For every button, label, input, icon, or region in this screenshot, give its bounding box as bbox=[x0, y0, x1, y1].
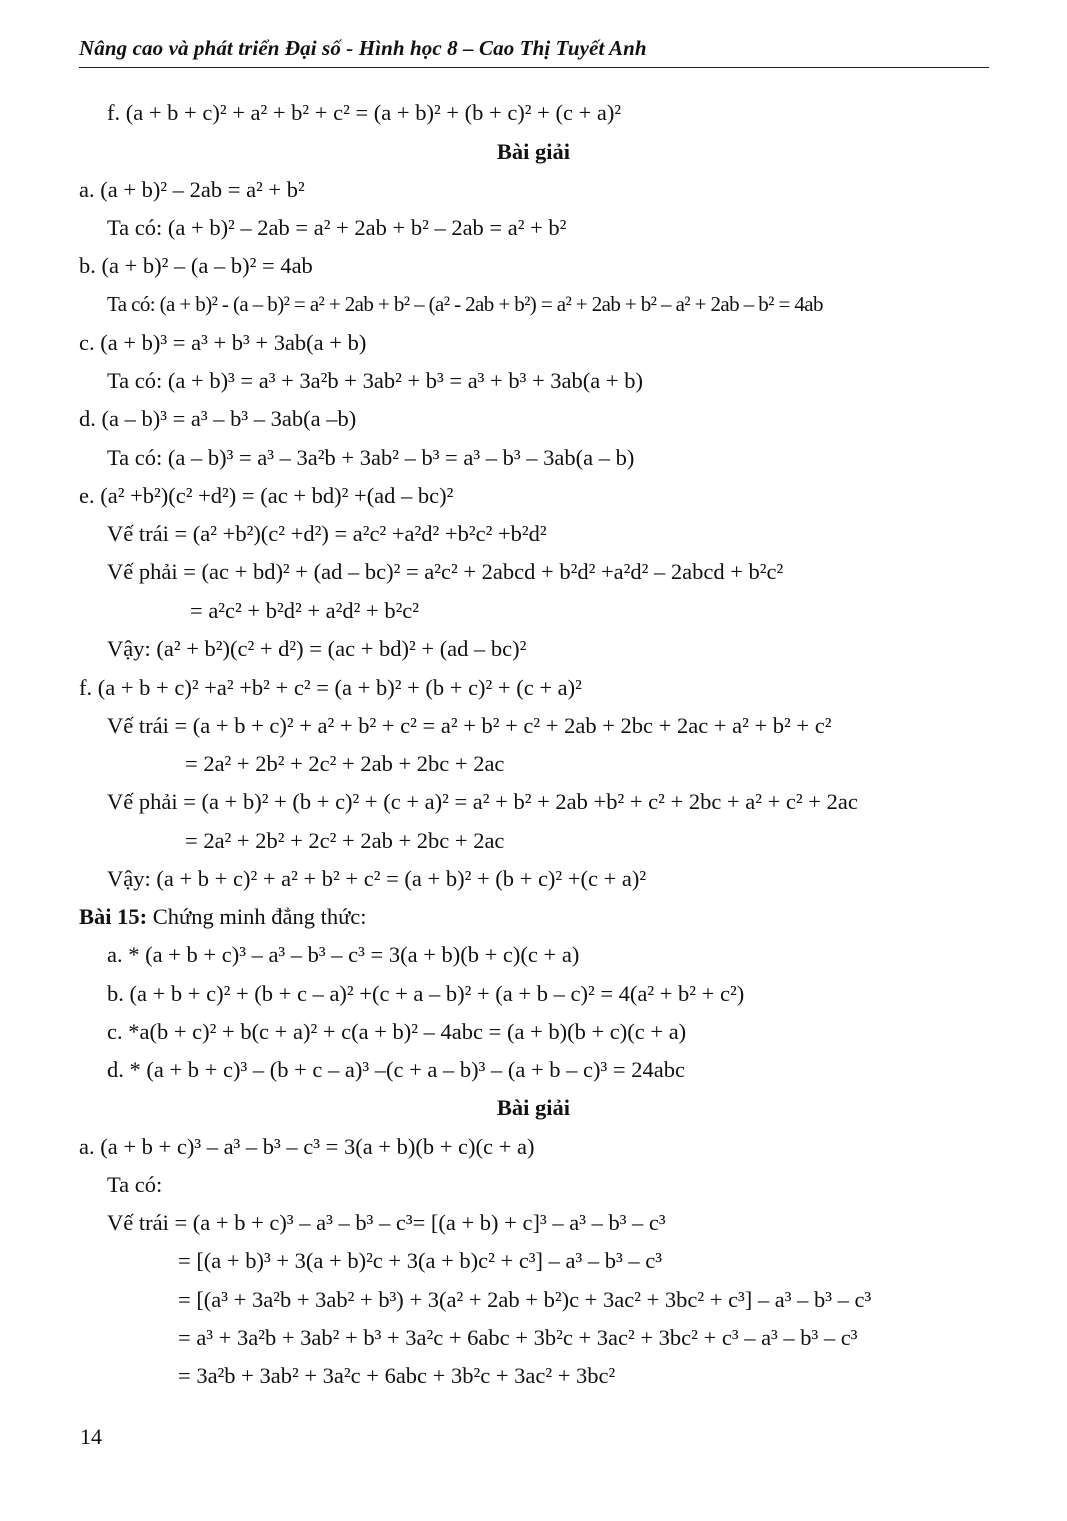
solution-15-a-step-2: = [(a + b)³ + 3(a + b)²c + 3(a + b)c² + c³] – a³ – b³ – c³ bbox=[178, 1248, 663, 1273]
item-e: e. (a² +b²)(c² +d²) = (ac + bd)² +(ad – bc)² bbox=[79, 483, 454, 508]
item-c: c. (a + b)³ = a³ + b³ + 3ab(a + b) bbox=[79, 330, 367, 355]
exercise-15-label: Bài 15: bbox=[79, 904, 148, 929]
item-c-proof: Ta có: (a + b)³ = a³ + 3a²b + 3ab² + b³ = a³ + b³ + 3ab(a + b) bbox=[107, 368, 643, 393]
item-e-conclusion: Vậy: (a² + b²)(c² + d²) = (ac + bd)² + (ad – bc)² bbox=[107, 636, 527, 661]
item-f-right-side: Vế phải = (a + b)² + (b + c)² + (c + a)² = a² + b² + 2ab +b² + c² + 2bc + a² + c² + 2ac bbox=[107, 789, 858, 814]
item-d-proof: Ta có: (a – b)³ = a³ – 3a²b + 3ab² – b³ = a³ – b³ – 3ab(a – b) bbox=[107, 445, 635, 470]
item-e-left-side: Vế trái = (a² +b²)(c² +d²) = a²c² +a²d² +b²c² +b²d² bbox=[107, 521, 547, 546]
item-f-left-side: Vế trái = (a + b + c)² + a² + b² + c² = a² + b² + c² + 2ab + 2bc + 2ac + a² + b² + c² bbox=[107, 713, 832, 738]
item-b-proof: Ta có: (a + b)² - (a – b)² = a² + 2ab + b² – (a² - 2ab + b²) = a² + 2ab + b² – a² + 2ab – b² = 4ab bbox=[107, 292, 823, 316]
item-e-right-side-cont: = a²c² + b²d² + a²d² + b²c² bbox=[190, 598, 420, 623]
solution-15-a: a. (a + b + c)³ – a³ – b³ – c³ = 3(a + b)(b + c)(c + a) bbox=[79, 1134, 535, 1159]
exercise-15-c: c. *a(b + c)² + b(c + a)² + c(a + b)² – 4abc = (a + b)(b + c)(c + a) bbox=[107, 1019, 687, 1044]
exercise-15-prompt: Chứng minh đẳng thức: bbox=[152, 904, 367, 929]
item-b: b. (a + b)² – (a – b)² = 4ab bbox=[79, 253, 313, 278]
item-d: d. (a – b)³ = a³ – b³ – 3ab(a –b) bbox=[79, 406, 357, 431]
solution-15-a-step-1: Vế trái = (a + b + c)³ – a³ – b³ – c³= [(a + b) + c]³ – a³ – b³ – c³ bbox=[107, 1210, 666, 1235]
item-f-left-side-cont: = 2a² + 2b² + 2c² + 2ab + 2bc + 2ac bbox=[185, 751, 505, 776]
header-divider bbox=[79, 67, 989, 68]
item-f: f. (a + b + c)² +a² +b² + c² = (a + b)² + (b + c)² + (c + a)² bbox=[79, 675, 582, 700]
section-heading-solution: Bài giải bbox=[496, 139, 571, 164]
exercise-15-heading bbox=[79, 902, 367, 932]
exercise-15-d: d. * (a + b + c)³ – (b + c – a)³ –(c + a – b)³ – (a + b – c)³ = 24abc bbox=[107, 1057, 685, 1082]
running-header: Nâng cao và phát triển Đại số - Hình học 8 – Cao Thị Tuyết Anh bbox=[79, 36, 647, 60]
item-f-conclusion: Vậy: (a + b + c)² + a² + b² + c² = (a + b)² + (b + c)² +(c + a)² bbox=[107, 866, 647, 891]
solution-15-a-intro: Ta có: bbox=[107, 1172, 163, 1197]
statement-f: f. (a + b + c)² + a² + b² + c² = (a + b)² + (b + c)² + (c + a)² bbox=[107, 100, 622, 125]
solution-15-a-step-4: = a³ + 3a²b + 3ab² + b³ + 3a²c + 6abc + 3b²c + 3ac² + 3bc² + c³ – a³ – b³ – c³ bbox=[178, 1325, 858, 1350]
exercise-15-b: b. (a + b + c)² + (b + c – a)² +(c + a – b)² + (a + b – c)² = 4(a² + b² + c²) bbox=[107, 981, 745, 1006]
page-number: 14 bbox=[80, 1424, 102, 1449]
item-e-right-side: Vế phải = (ac + bd)² + (ad – bc)² = a²c² + 2abcd + b²d² +a²d² – 2abcd + b²c² bbox=[107, 559, 784, 584]
exercise-15-a: a. * (a + b + c)³ – a³ – b³ – c³ = 3(a + b)(b + c)(c + a) bbox=[107, 942, 580, 967]
section-heading-solution-2: Bài giải bbox=[496, 1095, 571, 1120]
item-a-proof: Ta có: (a + b)² – 2ab = a² + 2ab + b² – 2ab = a² + b² bbox=[107, 215, 567, 240]
solution-15-a-step-3: = [(a³ + 3a²b + 3ab² + b³) + 3(a² + 2ab + b²)c + 3ac² + 3bc² + c³] – a³ – b³ – c³ bbox=[178, 1287, 872, 1312]
item-a: a. (a + b)² – 2ab = a² + b² bbox=[79, 177, 305, 202]
solution-15-a-step-5: = 3a²b + 3ab² + 3a²c + 6abc + 3b²c + 3ac² + 3bc² bbox=[178, 1363, 616, 1388]
item-f-right-side-cont: = 2a² + 2b² + 2c² + 2ab + 2bc + 2ac bbox=[185, 828, 505, 853]
